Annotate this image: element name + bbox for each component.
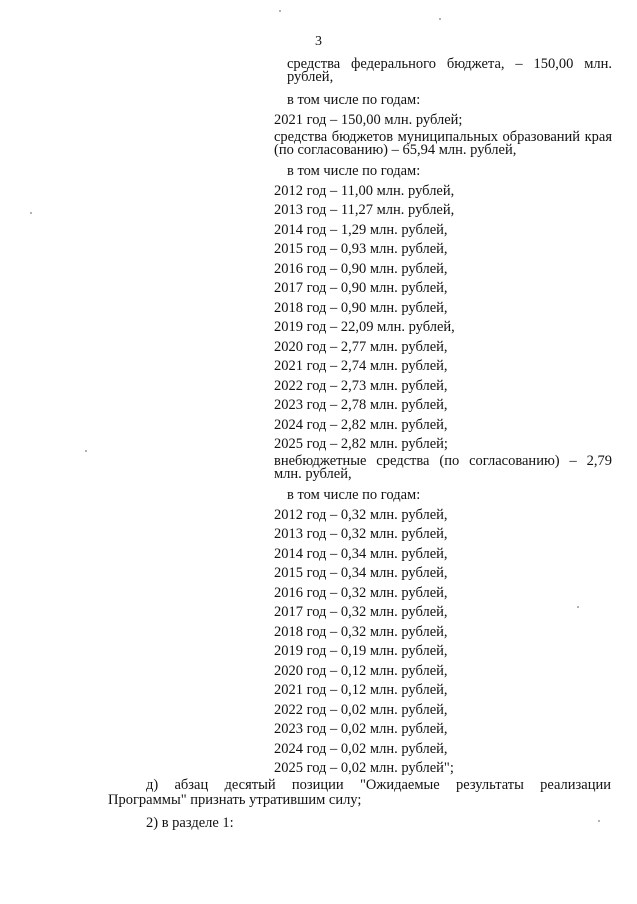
- extrabudget-year-line: 2016 год – 0,32 млн. рублей,: [274, 584, 448, 601]
- federal-budget-block: [274, 58, 612, 84]
- by-years-heading: в том числе по годам:: [287, 487, 421, 503]
- municipal-years-block: [274, 162, 612, 455]
- municipal-year-line: 2014 год – 1,29 млн. рублей,: [274, 221, 448, 238]
- municipal-year-line: 2015 год – 0,93 млн. рублей,: [274, 241, 448, 257]
- item-2-paragraph: 2) в разделе 1:: [146, 815, 234, 831]
- extrabudget-year-line: 2019 год – 0,19 млн. рублей,: [274, 643, 448, 659]
- by-years-heading: в том числе по годам:: [287, 163, 421, 179]
- municipal-year-line: 2025 год – 2,82 млн. рублей;: [274, 436, 448, 452]
- municipal-year-line: 2016 год – 0,90 млн. рублей,: [274, 260, 448, 277]
- municipal-year-line: 2013 год – 11,27 млн. рублей,: [274, 202, 455, 218]
- scan-speck: [30, 212, 32, 214]
- extrabudget-paragraph: внебюджетные средства (по согласованию) – 2,79 млн. рублей,: [274, 453, 612, 482]
- federal-years-block: [274, 91, 612, 130]
- municipal-year-line: 2020 год – 2,77 млн. рублей,: [274, 338, 448, 355]
- municipal-budget-paragraph: средства бюджетов муниципальных образований края (по согласованию) – 65,94 млн. рублей,: [274, 129, 612, 158]
- federal-budget-paragraph: средства федерального бюджета, – 150,00 млн. рублей,: [287, 56, 612, 85]
- municipal-budget-block: [274, 131, 612, 157]
- municipal-year-line: 2019 год – 22,09 млн. рублей,: [274, 319, 455, 335]
- closing-block: [108, 778, 611, 808]
- extrabudget-year-line: 2022 год – 0,02 млн. рублей,: [274, 701, 448, 718]
- municipal-year-line: 2024 год – 2,82 млн. рублей,: [274, 416, 448, 433]
- by-years-heading: в том числе по годам:: [287, 92, 421, 108]
- item-d-paragraph: д) абзац десятый позиции "Ожидаемые результаты реализации Программы" признать утратившим силу;: [108, 777, 611, 808]
- page-number: 3: [315, 34, 322, 49]
- extrabudget-year-line: 2023 год – 0,02 млн. рублей,: [274, 721, 448, 737]
- scan-speck: [279, 10, 281, 12]
- extrabudget-year-line: 2024 год – 0,02 млн. рублей,: [274, 740, 448, 757]
- extrabudget-years-block: [274, 486, 612, 779]
- municipal-year-line: 2012 год – 11,00 млн. рублей,: [274, 182, 455, 199]
- municipal-year-line: 2022 год – 2,73 млн. рублей,: [274, 377, 448, 394]
- extrabudget-year-line: 2018 год – 0,32 млн. рублей,: [274, 623, 448, 640]
- municipal-year-line: 2017 год – 0,90 млн. рублей,: [274, 280, 448, 296]
- extrabudget-year-line: 2015 год – 0,34 млн. рублей,: [274, 565, 448, 581]
- closing-block-2: [108, 814, 611, 832]
- extrabudget-year-line: 2013 год – 0,32 млн. рублей,: [274, 526, 448, 542]
- extrabudget-year-line: 2017 год – 0,32 млн. рублей,: [274, 604, 448, 620]
- municipal-year-line: 2018 год – 0,90 млн. рублей,: [274, 299, 448, 316]
- scan-speck: [577, 606, 579, 608]
- extrabudget-year-line: 2014 год – 0,34 млн. рублей,: [274, 545, 448, 562]
- extrabudget-year-line: 2021 год – 0,12 млн. рублей,: [274, 682, 448, 698]
- extrabudget-year-line: 2012 год – 0,32 млн. рублей,: [274, 506, 448, 523]
- scan-speck: [598, 820, 600, 822]
- extrabudget-year-line: 2020 год – 0,12 млн. рублей,: [274, 662, 448, 679]
- scan-speck: [85, 450, 87, 452]
- municipal-year-line: 2023 год – 2,78 млн. рублей,: [274, 397, 448, 413]
- extrabudget-year-line: 2025 год – 0,02 млн. рублей";: [274, 760, 454, 776]
- municipal-year-line: 2021 год – 2,74 млн. рублей,: [274, 358, 448, 374]
- federal-year-line: 2021 год – 150,00 млн. рублей;: [274, 111, 463, 128]
- scan-speck: [439, 18, 441, 20]
- extrabudget-block: [274, 455, 612, 481]
